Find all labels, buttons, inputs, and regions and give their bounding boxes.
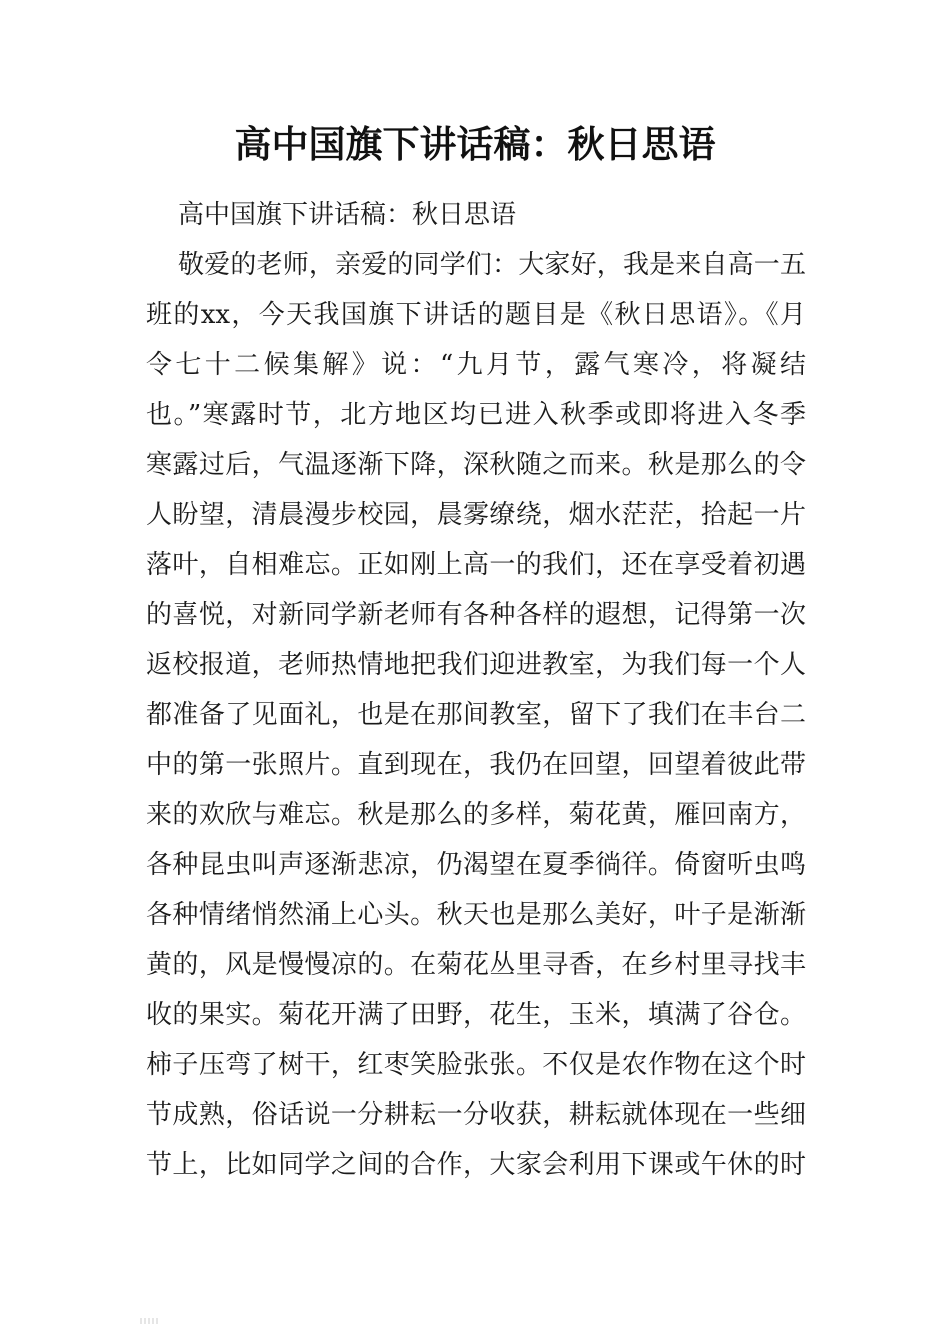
- body-line: 柿子压弯了树干，红枣笑脸张张。不仅是农作物在这个时: [146, 1050, 806, 1080]
- body-line: 各种昆虫叫声逐渐悲凉，仍渴望在夏季徜徉。倚窗听虫鸣: [146, 850, 806, 880]
- body-line: 收的果实。菊花开满了田野，花生，玉米，填满了谷仓。: [146, 1000, 806, 1030]
- body-line: 返校报道，老师热情地把我们迎进教室，为我们每一个人: [146, 650, 806, 680]
- body-line: 节上，比如同学之间的合作，大家会利用下课或午休的时: [146, 1150, 806, 1180]
- body-line: 落叶，自相难忘。正如刚上高一的我们，还在享受着初遇: [146, 550, 806, 580]
- subtitle-line: 高中国旗下讲话稿：秋日思语: [178, 200, 517, 230]
- body-line: 黄的，风是慢慢凉的。在菊花丛里寻香，在乡村里寻找丰: [146, 950, 806, 980]
- body-line: 班的xx，今天我国旗下讲话的题目是《秋日思语》。《月: [146, 300, 806, 330]
- body-line: 来的欢欣与难忘。秋是那么的多样，菊花黄，雁回南方，: [146, 800, 806, 830]
- body-line: 寒露过后，气温逐渐下降，深秋随之而来。秋是那么的令: [146, 450, 806, 480]
- body-line: 节成熟，俗话说一分耕耘一分收获，耕耘就体现在一些细: [146, 1100, 806, 1130]
- body-line: 也。”寒露时节，北方地区均已进入秋季或即将进入冬季: [146, 400, 806, 430]
- body-line: 令七十二候集解》说：“九月节，露气寒冷，将凝结: [146, 350, 806, 380]
- body-line: 敬爱的老师，亲爱的同学们：大家好，我是来自高一五: [178, 250, 806, 280]
- document-title: 高中国旗下讲话稿：秋日思语: [234, 122, 716, 166]
- scan-artifact: [140, 1318, 158, 1324]
- body-line: 中的第一张照片。直到现在，我仍在回望，回望着彼此带: [146, 750, 806, 780]
- body-line: 人盼望，清晨漫步校园，晨雾缭绕，烟水茫茫，拾起一片: [146, 500, 806, 530]
- body-line: 各种情绪悄然涌上心头。秋天也是那么美好，叶子是渐渐: [146, 900, 806, 930]
- body-line: 都准备了见面礼，也是在那间教室，留下了我们在丰台二: [146, 700, 806, 730]
- body-line: 的喜悦，对新同学新老师有各种各样的遐想，记得第一次: [146, 600, 806, 630]
